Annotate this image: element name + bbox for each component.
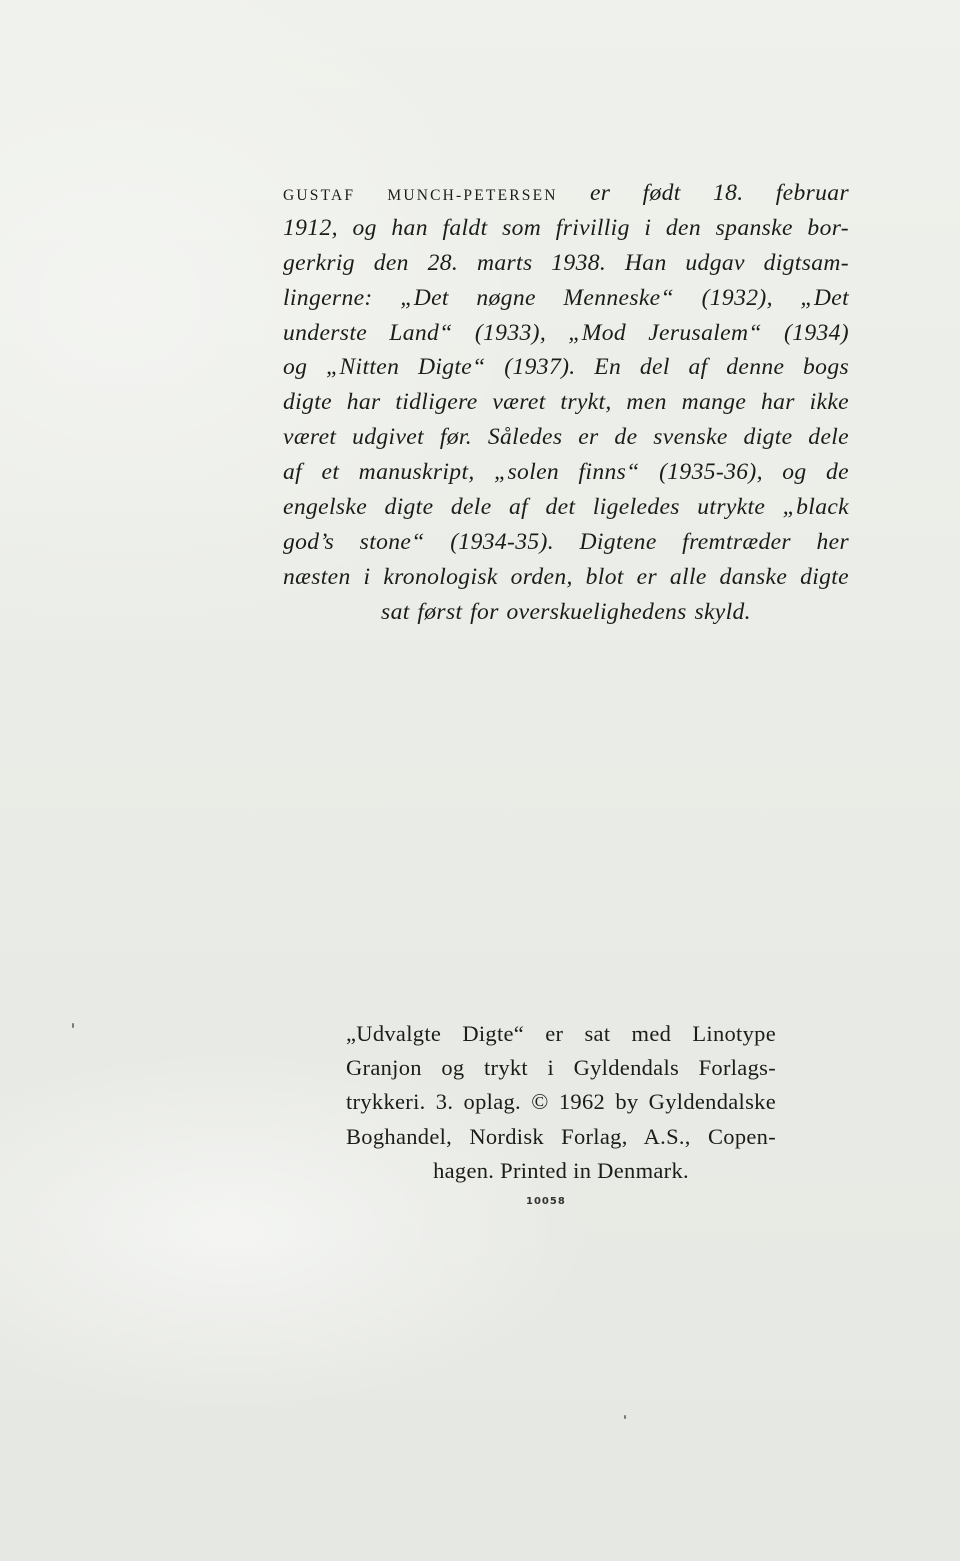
bio-line: af et manuskript, „solen finns“ (1935-36), og de (283, 459, 849, 486)
colophon-line: Boghandel, Nordisk Forlag, A.S., Copen- (346, 1123, 776, 1149)
colophon-line: „Udvalgte Digte“ er sat med Linotype (346, 1021, 776, 1046)
author-name: GUSTAF MUNCH-PETERSEN (283, 187, 558, 204)
bio-line: sat først for overskuelighedens skyld. (381, 598, 751, 625)
paper-speck (72, 1023, 74, 1028)
bio-line: gerkrig den 28. marts 1938. Han udgav digtsam- (283, 249, 849, 276)
colophon-line: hagen. Printed in Denmark. (433, 1157, 689, 1183)
colophon-line: Granjon og trykt i Gyldendals Forlags- (346, 1055, 776, 1081)
bio-line: god’s stone“ (1934-35). Digtene fremtræder her (283, 528, 849, 555)
author-biography (283, 176, 849, 630)
bio-line: engelske digte dele af det ligeledes utrykte „black (283, 494, 849, 521)
print-number: 10058 (526, 1196, 566, 1207)
bio-line: 1912, og han faldt som frivillig i den spanske bor- (283, 214, 849, 241)
paper-speck (624, 1415, 626, 1419)
bio-line-text: er født 18. februar (589, 180, 849, 206)
bio-line: næsten i kronologisk orden, blot er alle danske digte (283, 563, 849, 590)
colophon (346, 1017, 776, 1188)
bio-line: lingerne: „Det nøgne Menneske“ (1932), „Det (283, 284, 849, 311)
bio-line: og „Nitten Digte“ (1937). En del af denne bogs (283, 354, 849, 381)
colophon-line: trykkeri. 3. oplag. © 1962 by Gyldendalske (346, 1089, 776, 1115)
bio-line: været udgivet før. Således er de svenske digte dele (283, 424, 849, 451)
bio-line (283, 176, 849, 211)
bio-line: underste Land“ (1933), „Mod Jerusalem“ (1934) (283, 319, 849, 346)
bio-line: digte har tidligere været trykt, men mange har ikke (283, 389, 849, 416)
